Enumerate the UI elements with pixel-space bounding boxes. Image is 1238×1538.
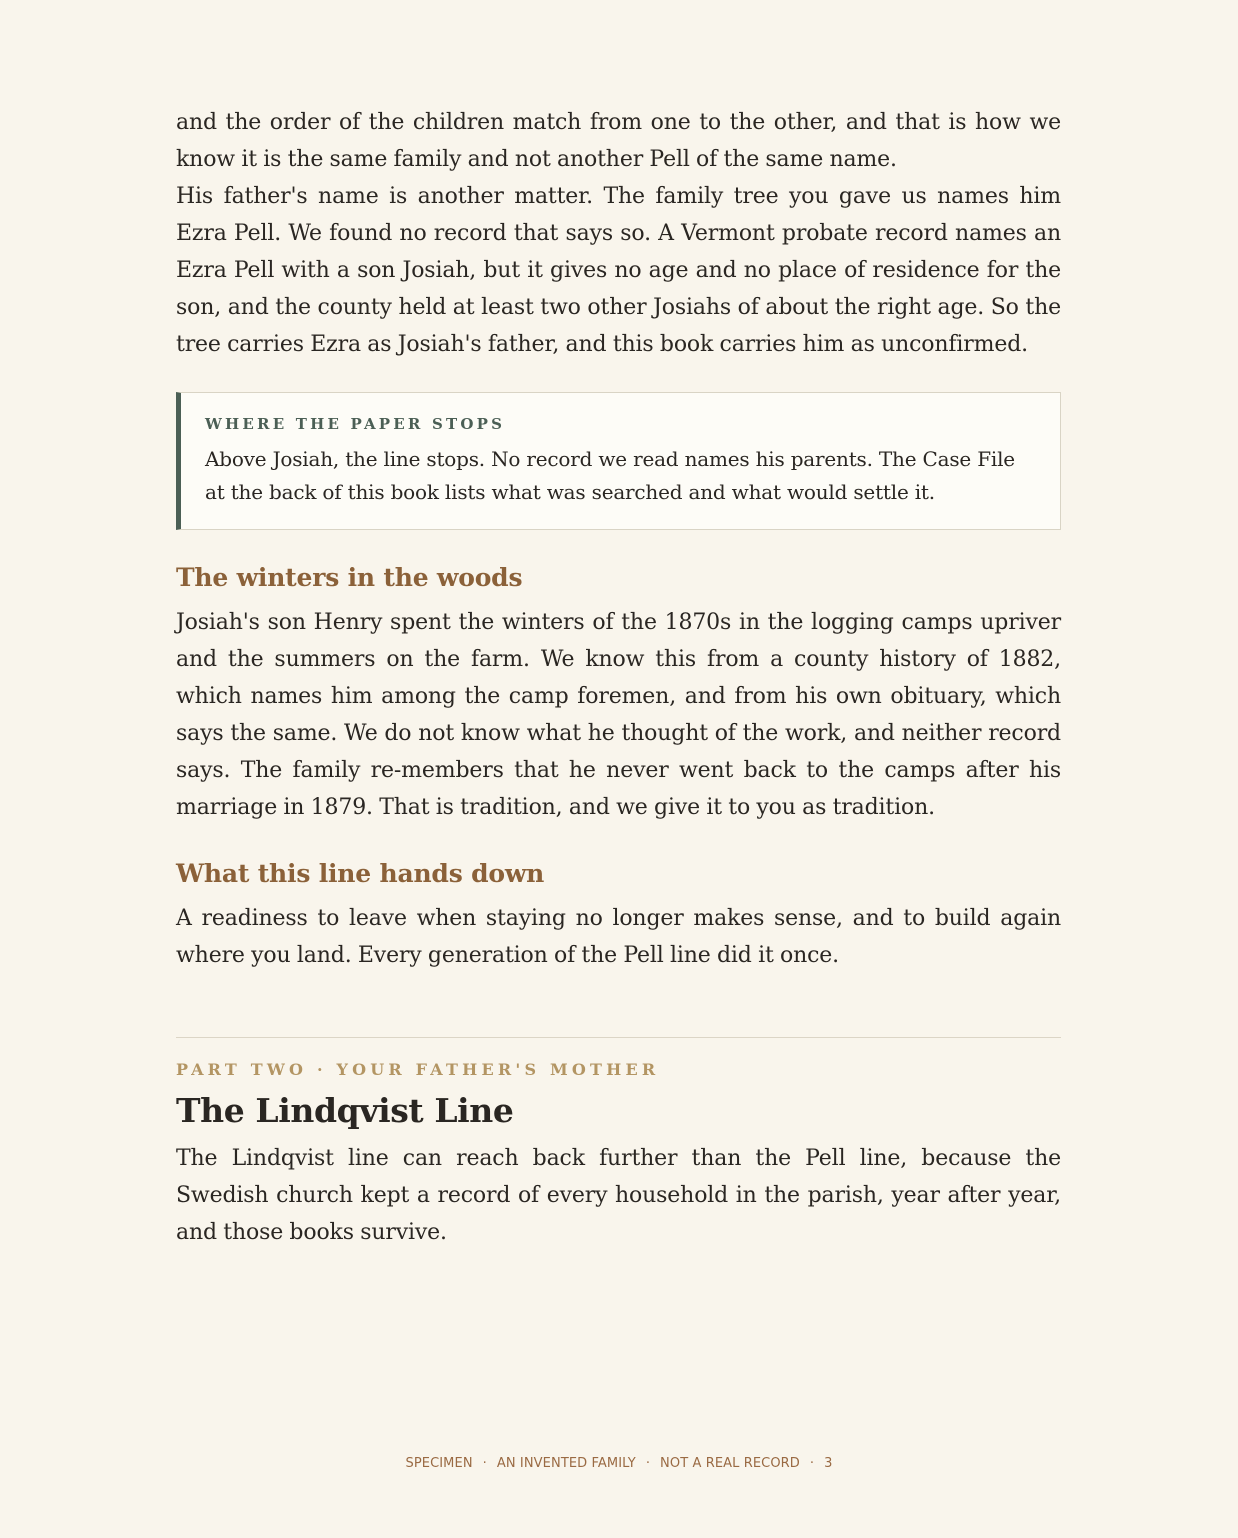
footer-item-invented-family: AN INVENTED FAMILY xyxy=(496,1456,636,1471)
part-title: The Lindqvist Line xyxy=(176,1091,514,1130)
footer-item-not-real-record: NOT A REAL RECORD xyxy=(660,1456,800,1471)
page-content xyxy=(176,104,1061,1251)
section-paragraph-winters: Josiah's son Henry spent the winters of the 1870s in the logging camps upriver and the summers on the farm. We know this from a county history of 1882, which names him among the camp foremen, and from his own obituary, which says the same. We do not know what he thought of the work, and neither record says. The family re-members that he never went back to the camps after his marriage in 1879. That is tradition, and we give it to you as tradition. xyxy=(176,610,1061,820)
callout-title: WHERE THE PAPER STOPS xyxy=(205,415,506,433)
footer-item-specimen: SPECIMEN xyxy=(405,1456,473,1471)
divider xyxy=(176,1037,1061,1038)
part-paragraph: The Lindqvist line can reach back further than the Pell line, because the Swedish church kept a record of every household in the parish, year after year, and those books survive. xyxy=(176,1146,1061,1245)
page-footer xyxy=(0,1456,1238,1471)
callout-box xyxy=(176,392,1061,530)
father-paragraph: His father's name is another matter. The family tree you gave us names him Ezra Pell. We found no record that says so. A Vermont probate record names an Ezra Pell with a son Josiah, but it gives no age and no place of residence for the son, and the county held at least two other Josiahs of about the right age. So the tree carries Ezra as Josiah's father, and this book carries him as unconfirmed. xyxy=(176,184,1061,357)
part-label: PART TWO · YOUR FATHER'S MOTHER xyxy=(176,1060,660,1079)
section-heading-hands-down: What this line hands down xyxy=(176,859,545,888)
callout-text: Above Josiah, the line stops. No record we read names his parents. The Case File at the back of this book lists what was searched and what would settle it. xyxy=(205,447,1015,504)
intro-paragraph: and the order of the children match from one to the other, and that is how we know it is the same family and not another Pell of the same name. xyxy=(176,110,1061,172)
footer-separator: · xyxy=(809,1456,815,1471)
footer-separator: · xyxy=(482,1456,487,1471)
section-heading-winters: The winters in the woods xyxy=(176,563,523,592)
footer-separator: · xyxy=(645,1456,651,1471)
page-number: 3 xyxy=(824,1456,833,1471)
section-paragraph-hands-down: A readiness to leave when staying no longer makes sense, and to build again where you land. Every generation of the Pell line did it once. xyxy=(176,906,1061,968)
